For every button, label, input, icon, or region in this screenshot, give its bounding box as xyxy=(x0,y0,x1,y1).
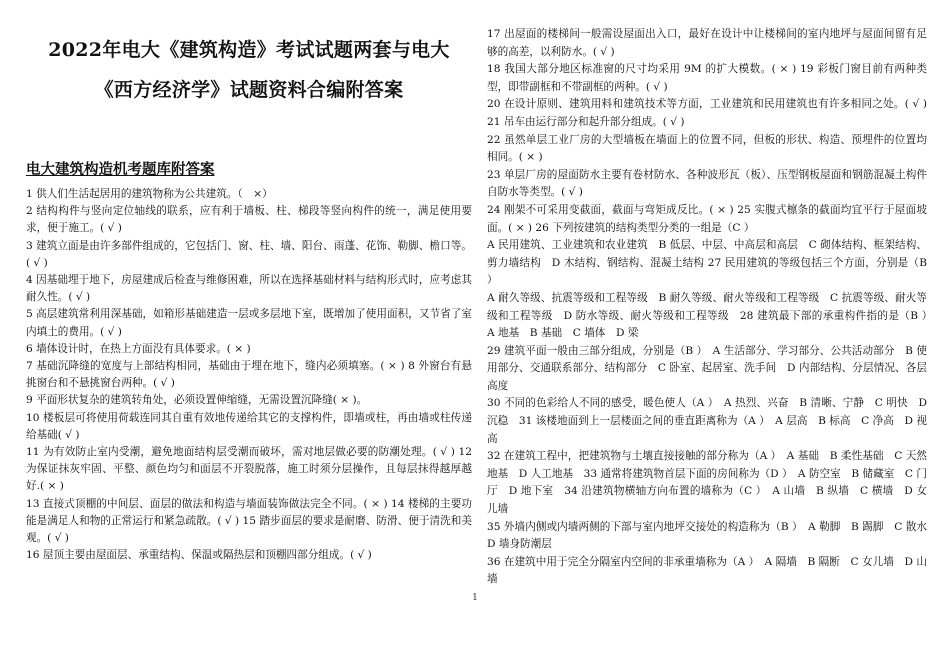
question-paragraph: 1 供人们生活起居用的建筑物称为公共建筑。（ ×） xyxy=(26,188,273,200)
left-column xyxy=(26,32,472,564)
question-paragraph: 10 楼板层可将使用荷载连同其自重有效地传递给其它的支撑构件，即墙或柱，再由墙或柱传递给基础( √ ) xyxy=(26,411,472,441)
question-paragraph: 22 虽然单层工业厂房的大型墙板在墙面上的位置不同，但板的形状、构造、预埋件的位置均相同。( × ) xyxy=(487,133,927,164)
question-paragraph: 13 直接式顶棚的中间层、面层的做法和构造与墙面装饰做法完全不同。( × ) 14 楼梯的主要功能是满足人和物的正常运行和紧急疏散。( √ ) 15 踏步面层的要求是耐磨、防滑、便于清洗和美观。( √ ) xyxy=(26,497,472,545)
question-paragraph: 3 建筑立面是由许多部件组成的，它包括门、窗、柱、墙、阳台、雨蓬、花饰、勒脚、檐口等。( √ ) xyxy=(26,239,472,269)
question-paragraph: 9 平面形状复杂的建筑转角处，必须设置伸缩缝，无需设置沉降缝( × )。 xyxy=(26,394,368,407)
question-paragraph: 6 墙体设计时，在热上方面没有具体要求。( × ) xyxy=(26,342,251,355)
question-paragraph: 20 在设计原则、建筑用料和建筑技术等方面，工业建筑和民用建筑也有许多相同之处。( √ ) 21 吊车由运行部分和起升部分组成。( √ ) xyxy=(487,98,927,128)
question-paragraph: 35 外墙内侧或内墙两侧的下部与室内地坪交接处的构造称为（B ） A 勒脚 B 踢脚 C 散水 D 墙身防潮层 xyxy=(487,520,938,551)
right-column xyxy=(487,26,938,589)
question-paragraph: 36 在建筑中用于完全分隔室内空间的非承重墙称为（A ） A 隔墙 B 隔断 C 女儿墙 D 山墙 xyxy=(487,555,927,586)
question-paragraph: 23 单层厂房的屋面防水主要有卷材防水、各种波形瓦（板）、压型钢板屋面和钢筋混凝土构件自防水等类型。( √ ) xyxy=(487,168,927,199)
question-paragraph: 11 为有效防止室内受潮，避免地面结构层受潮而破坏，需对地层做必要的防潮处理。( √ ) 12 为保证抹灰牢固、平整、颜色均匀和面层不开裂脱落，施工时须分层操作，且每层抹得越厚越好.( × ) xyxy=(26,446,472,493)
question-paragraph: 17 出屋面的楼梯间一般需设屋面出入口，最好在设计中让楼梯间的室内地坪与屋面间留有足够的高差，以利防水。( √ ) xyxy=(487,28,927,58)
question-paragraph: 2 结构构件与竖向定位轴线的联系，应有利于墙板、柱、梯段等竖向构件的统一，满足使用要求，便于施工。( √ ) xyxy=(26,205,472,235)
question-paragraph: 16 屋顶主要由屋面层、承重结构、保温或隔热层和顶棚四部分组成。( √ ) xyxy=(26,549,372,562)
question-paragraph: 30 不同的色彩给人不同的感受，暖色使人（A ） A 热烈、兴奋 B 清晰、宁静 C 明快 D 沉稳 31 该楼地面到上一层楼面之间的垂直距离称为（A ） A 层高 B 标高 C 净高 D 视高 xyxy=(487,397,927,445)
section-heading: 电大建筑构造机考题库附答案 xyxy=(26,161,215,178)
document-title-line-2: 《西方经济学》试题资料合编附答案 xyxy=(94,79,404,101)
document-title-line-1: 2022年电大《建筑构造》考试试题两套与电大 xyxy=(48,39,450,61)
question-paragraph: 4 因基础埋于地下，房屋建成后检查与维修困难，所以在选择基础材料与结构形式时，应考虑其耐久性。( √ ) xyxy=(26,274,472,304)
question-paragraph: 29 建筑平面一般由三部分组成，分别是（B ） A 生活部分、学习部分、公共活动部分 B 使用部分、交通联系部分、结构部分 C 卧室、起居室、洗手间 D 内部结构、分层情况、各层高度 xyxy=(487,344,927,392)
question-paragraph: 24 刚架不可采用变截面，截面与弯矩成反比。( × ) 25 实腹式檩条的截面均宜平行于屋面坡面。( × ) 26 下列按建筑的结构类型分类的一组是（C ） xyxy=(487,203,927,234)
question-paragraph: 7 基础沉降缝的宽度与上部结构相同，基础由于埋在地下，缝内必须填塞。( × ) 8 外窗台有悬挑窗台和不悬挑窗台两种。( √ ) xyxy=(26,360,472,390)
question-paragraph: A 耐久等级、抗震等级和工程等级 B 耐久等级、耐火等级和工程等级 C 抗震等级、耐火等级和工程等级 D 防水等级、耐火等级和工程等级 28 建筑最下部的承重构件指的是（B ） A 地基 B 基础 C 墙体 D 梁 xyxy=(487,291,938,340)
question-paragraph: 32 在建筑工程中，把建筑物与土壤直接接触的部分称为（A ） A 基础 B 柔性基础 C 天然地基 D 人工地基 33 通常将建筑物首层下面的房间称为（D ） A 防空室 B 储藏室 C 门厅 D 地下室 34 沿建筑物横轴方向布置的墙称为（C ） A 山墙 B 纵墙 C 横墙 D 女儿墙 xyxy=(487,450,927,516)
question-paragraph: A 民用建筑、工业建筑和农业建筑 B 低层、中层、中高层和高层 C 砌体结构、框架结构、剪力墙结构 D 木结构、钢结构、混凝土结构 27 民用建筑的等级包括三个方面，分别是（B ） xyxy=(487,239,927,287)
question-paragraph: 18 我国大部分地区标准窗的尺寸均采用 9M 的扩大模数。( × ) 19 彩板门窗目前有两种类型，即带副框和不带副框的两种。( √ ) xyxy=(487,63,927,93)
page-number: 1 xyxy=(472,593,478,603)
question-paragraph: 5 高层建筑常利用深基础，如箱形基础建造一层或多层地下室，既增加了使用面积，又节省了室内填土的费用。( √ ) xyxy=(26,308,472,338)
